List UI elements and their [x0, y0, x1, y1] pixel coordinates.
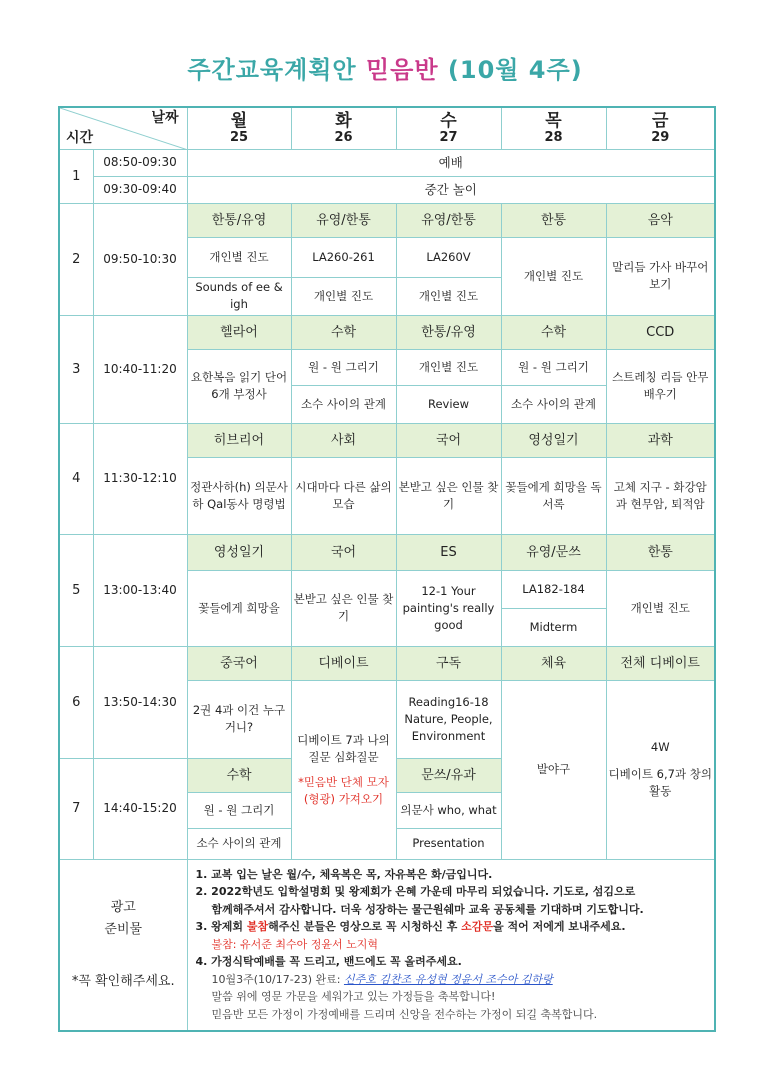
day-header-fri [606, 107, 715, 149]
period-number: 6 [59, 646, 93, 758]
title-class-name: 믿음반 [365, 56, 439, 84]
day-name: 월 [230, 110, 248, 131]
day-header-wed [396, 107, 501, 149]
content-cell: 말리듬 가사 바꾸어보기 [606, 237, 715, 315]
period-time: 11:30-12:10 [93, 423, 187, 534]
notice-text: 3. 왕제회 [195, 920, 247, 933]
content-cell: 2권 4과 이건 누구 거니? [187, 680, 291, 758]
content-cell: 정관사하(h) 의문사하 Qal동사 명령법 [187, 457, 291, 534]
day-header-tue [291, 107, 396, 149]
content-cell: 소수 사이의 관계 [291, 385, 396, 423]
day-name: 화 [335, 110, 352, 131]
period-number: 2 [59, 203, 93, 315]
break-activity: 중간 놀이 [187, 176, 715, 203]
subject-cell: 체육 [501, 646, 606, 680]
subject-cell: 헬라어 [187, 315, 291, 349]
subject-cell: 유영/한통 [291, 203, 396, 237]
content-cell: 개인별 진도 [187, 237, 291, 277]
day-name: 수 [440, 110, 457, 131]
notices-label [59, 859, 187, 1031]
content-cell: Midterm [501, 608, 606, 646]
content-text: 4W [650, 740, 670, 754]
blessing-line: 말씀 위에 영문 가문을 세워가고 있는 가정들을 축복합니다! [211, 990, 496, 1003]
day-name: 금 [652, 110, 669, 131]
content-cell: Review [396, 385, 501, 423]
weekly-schedule-table [58, 106, 716, 1032]
period-2-subject-row [59, 203, 715, 237]
content-cell: 스트레칭 리듬 안무 배우기 [606, 349, 715, 423]
subject-cell: 국어 [396, 423, 501, 457]
content-cell: 본받고 싶은 인물 찾기 [291, 570, 396, 646]
period-number: 5 [59, 534, 93, 646]
notice-label-check: *꼭 확인해주세요. [71, 973, 175, 989]
content-cell: LA182-184 [501, 570, 606, 608]
content-cell: Presentation [396, 828, 501, 859]
title-week: (10월 4주) [438, 56, 583, 84]
content-cell: 원 - 원 그리기 [501, 349, 606, 385]
subject-cell: 한통 [501, 203, 606, 237]
period-time: 08:50-09:30 [93, 149, 187, 176]
period-3-subject-row [59, 315, 715, 349]
period-time: 09:50-10:30 [93, 203, 187, 315]
content-cell: 원 - 원 그리기 [187, 792, 291, 828]
subject-cell: 문쓰/유과 [396, 758, 501, 792]
day-date: 27 [439, 129, 458, 145]
subject-cell: 과학 [606, 423, 715, 457]
period-number: 7 [59, 758, 93, 859]
content-cell: 개인별 진도 [396, 277, 501, 315]
notice-4: 4. 가정식탁예배를 꼭 드리고, 밴드에도 꼭 올려주세요. [195, 955, 462, 968]
notices-body [187, 859, 715, 1031]
time-label: 시간 [66, 129, 94, 146]
subject-cell: 한통/유영 [396, 315, 501, 349]
completed-names: 신주호 김찬조 유성현 정윤서 조수아 김하랑 [343, 972, 553, 986]
reminder-note: *믿음반 단체 모자(형광) 가져오기 [298, 774, 389, 806]
blessing-line: 믿음반 모든 가정이 가정예배를 드리며 신앙을 전수하는 가정이 되길 축복합니다. [211, 1007, 598, 1021]
subject-cell: ES [396, 534, 501, 570]
period-number: 3 [59, 315, 93, 423]
content-cell: 의문사 who, what [396, 792, 501, 828]
day-date: 28 [544, 129, 563, 145]
content-cell: 요한복음 읽기 단어6개 부정사 [187, 349, 291, 423]
header-corner [59, 107, 187, 149]
subject-cell: 유영/한통 [396, 203, 501, 237]
title-main: 주간교육계획안 [187, 56, 366, 84]
worship-activity: 예배 [187, 149, 715, 176]
day-header-mon [187, 107, 291, 149]
notice-highlight: 소감문 [461, 920, 494, 933]
period-6-subject-row [59, 646, 715, 680]
notices-row [59, 859, 715, 1031]
notice-3 [196, 918, 707, 936]
period-time: 14:40-15:20 [93, 758, 187, 859]
content-cell: 개인별 진도 [501, 237, 606, 315]
day-name: 목 [545, 110, 562, 131]
subject-cell: 수학 [501, 315, 606, 349]
content-cell: 고체 지구 - 화강암과 현무암, 퇴적암 [606, 457, 715, 534]
content-cell: LA260V [396, 237, 501, 277]
content-text: 디베이트 6,7과 창의활동 [608, 767, 712, 798]
subject-cell: 한통 [606, 534, 715, 570]
period-5-subject-row [59, 534, 715, 570]
subject-cell: 디베이트 [291, 646, 396, 680]
subject-cell: 한통/유영 [187, 203, 291, 237]
content-cell: 꽃들에게 희망을 독서록 [501, 457, 606, 534]
period-1-row-a [59, 149, 715, 176]
period-1-row-b [59, 176, 715, 203]
subject-cell: 음악 [606, 203, 715, 237]
subject-cell: 중국어 [187, 646, 291, 680]
page-title [0, 50, 770, 85]
notice-text: 10월3주(10/17-23) 완료: [211, 972, 344, 986]
content-cell: 소수 사이의 관계 [187, 828, 291, 859]
period-time: 10:40-11:20 [93, 315, 187, 423]
day-header-thu [501, 107, 606, 149]
content-cell: 본받고 싶은 인물 찾기 [396, 457, 501, 534]
full-debate-cell [606, 680, 715, 859]
subject-cell: 영성일기 [187, 534, 291, 570]
period-number: 4 [59, 423, 93, 534]
subject-cell: 수학 [291, 315, 396, 349]
subject-cell: 국어 [291, 534, 396, 570]
notice-2: 2. 2022학년도 입학설명회 및 왕제회가 은혜 가운데 마무리 되었습니다. 기도로, 섬김으로 [195, 885, 636, 898]
content-cell: Sounds of ee & igh [187, 277, 291, 315]
notice-2-cont: 함께해주셔서 감사합니다. 더욱 성장하는 물근원쉐마 교육 공동체를 기대하며 기도합니다. [211, 902, 644, 916]
subject-cell: 구독 [396, 646, 501, 680]
content-cell: Reading16-18 Nature, People, Environment [396, 680, 501, 758]
content-cell: 개인별 진도 [396, 349, 501, 385]
day-date: 25 [229, 129, 249, 145]
subject-cell: 유영/문쓰 [501, 534, 606, 570]
content-cell: 꽃들에게 희망을 [187, 570, 291, 646]
notice-1: 1. 교복 입는 날은 월/수, 체육복은 목, 자유복은 화/금입니다. [195, 867, 493, 881]
period-time: 09:30-09:40 [93, 176, 187, 203]
content-cell: 발야구 [501, 680, 606, 859]
subject-cell: 영성일기 [501, 423, 606, 457]
period-time: 13:00-13:40 [93, 534, 187, 646]
period-number: 1 [59, 149, 93, 203]
header-row [59, 107, 715, 149]
subject-cell: 수학 [187, 758, 291, 792]
content-cell: 12-1 Your painting's really good [396, 570, 501, 646]
content-cell: 개인별 진도 [291, 277, 396, 315]
day-date: 29 [651, 129, 670, 145]
period-4-subject-row [59, 423, 715, 457]
debate-cell [291, 680, 396, 859]
notice-highlight: 불참 [246, 920, 269, 933]
content-cell: 원 - 원 그리기 [291, 349, 396, 385]
absent-list: 불참: 유서준 최수아 정윤서 노지혁 [211, 937, 378, 951]
notice-label-ad: 광고 [110, 899, 136, 915]
period-time: 13:50-14:30 [93, 646, 187, 758]
content-cell: 시대마다 다른 삶의 모습 [291, 457, 396, 534]
subject-cell: 히브리어 [187, 423, 291, 457]
content-cell: LA260-261 [291, 237, 396, 277]
subject-cell: CCD [606, 315, 715, 349]
notice-text: 을 적어 저에게 보내주세요. [493, 920, 626, 933]
content-cell: 개인별 진도 [606, 570, 715, 646]
date-label: 날짜 [151, 110, 179, 126]
completed-list [196, 971, 707, 989]
content-text: 디베이트 7과 나의질문 심화질문 [297, 732, 390, 764]
notice-text: 해주신 분들은 영상으로 꼭 시청하신 후 [268, 920, 462, 933]
notice-label-supplies: 준비물 [104, 921, 143, 937]
day-date: 26 [334, 129, 353, 145]
content-cell: 소수 사이의 관계 [501, 385, 606, 423]
subject-cell: 전체 디베이트 [606, 646, 715, 680]
subject-cell: 사회 [291, 423, 396, 457]
